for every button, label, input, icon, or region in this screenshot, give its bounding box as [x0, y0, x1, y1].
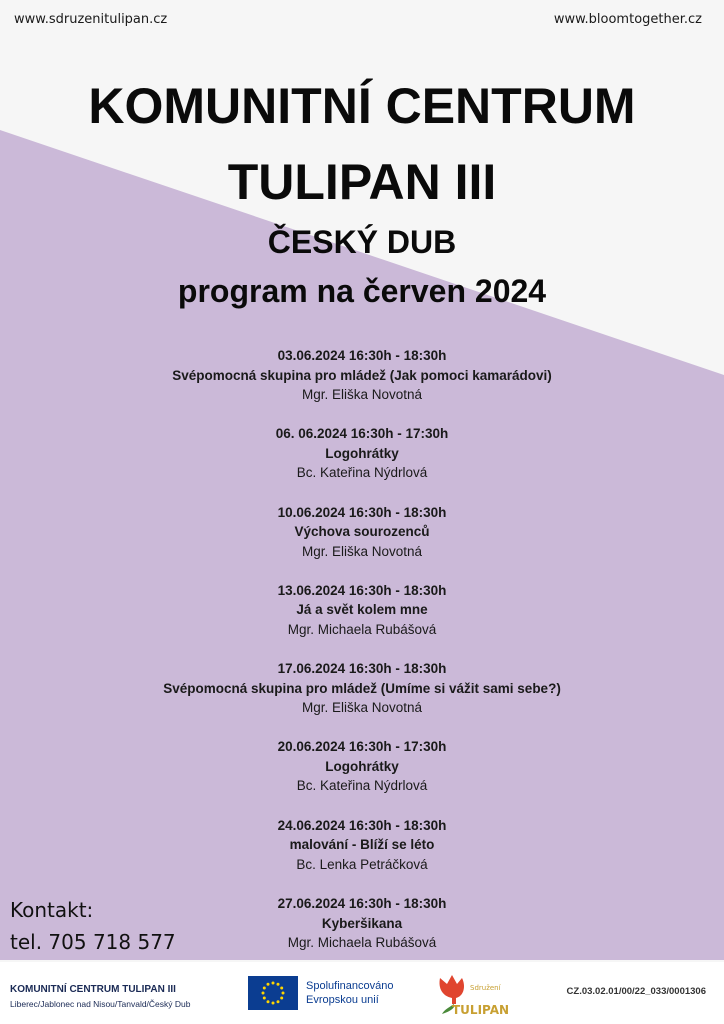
- event-title: Já a svět kolem mne: [296, 602, 428, 618]
- footer-bar: [0, 962, 724, 1024]
- website-url-right[interactable]: www.bloomtogether.cz: [553, 12, 702, 27]
- event-date: 27.06.2024 16:30h - 18:30h: [277, 896, 447, 912]
- eu-cofinanced-text: [306, 979, 393, 1007]
- contact-label: Kontakt:: [10, 898, 94, 922]
- title-line-2: TULIPAN III: [227, 154, 497, 210]
- event-title: Logohrátky: [325, 445, 399, 461]
- event-item: [0, 816, 724, 894]
- event-person: Mgr. Eliška Novotná: [301, 387, 423, 402]
- event-date: 06. 06.2024 16:30h - 17:30h: [275, 426, 449, 442]
- event-person: Bc. Kateřina Nýdrlová: [296, 778, 428, 794]
- event-title: Výchova sourozenců: [294, 524, 430, 540]
- event-title: malování - Blíží se léto: [289, 837, 435, 853]
- event-item: [0, 659, 724, 737]
- footer-center-name: KOMUNITNÍ CENTRUM TULIPAN III: [10, 984, 176, 995]
- event-date: 10.06.2024 16:30h - 18:30h: [277, 504, 447, 520]
- event-item: [0, 424, 724, 502]
- event-person: Mgr. Michaela Rubášová: [287, 935, 437, 951]
- event-item: [0, 581, 724, 659]
- event-title: Svépomocná skupina pro mládež (Umíme si vážit sami sebe?): [163, 680, 561, 696]
- registration-number: CZ.03.02.01/00/22_033/0001306: [566, 986, 706, 997]
- eu-text-line-1: Spolufinancováno: [306, 980, 394, 992]
- website-url-left[interactable]: www.sdruzenitulipan.cz: [14, 12, 168, 27]
- eu-flag-icon: [248, 976, 298, 1010]
- event-person: Mgr. Eliška Novotná: [301, 700, 423, 716]
- footer-places: Liberec/Jablonec nad Nisou/Tanvald/Český Dub: [10, 999, 191, 1009]
- event-date: 03.06.2024 16:30h - 18:30h: [277, 348, 447, 363]
- event-item: [0, 737, 724, 815]
- title-line-1: KOMUNITNÍ CENTRUM: [88, 78, 636, 134]
- event-title: Kyberšikana: [321, 915, 403, 931]
- event-item: [0, 503, 724, 581]
- event-list: [0, 346, 724, 972]
- event-date: 17.06.2024 16:30h - 18:30h: [277, 661, 447, 677]
- event-date: 20.06.2024 16:30h - 17:30h: [277, 739, 447, 755]
- event-title: Svépomocná skupina pro mládež (Jak pomoci kamarádovi): [172, 367, 552, 383]
- eu-text-line-2: Evropskou unií: [306, 994, 379, 1006]
- event-person: Bc. Kateřina Nýdrlová: [296, 465, 428, 481]
- event-title: Logohrátky: [325, 758, 399, 774]
- contact-phone[interactable]: tel. 705 718 577: [10, 930, 176, 954]
- program-subtitle: program na červen 2024: [177, 273, 547, 309]
- logo-small-text: Sdružení: [470, 984, 501, 992]
- logo-big-text: TULIPAN: [452, 1003, 510, 1017]
- event-person: Mgr. Eliška Novotná: [301, 543, 423, 559]
- title-line-3: ČESKÝ DUB: [267, 224, 457, 260]
- event-item: [0, 346, 724, 424]
- event-date: 24.06.2024 16:30h - 18:30h: [277, 817, 447, 833]
- event-date: 13.06.2024 16:30h - 18:30h: [277, 582, 447, 598]
- tulipan-logo-icon: [434, 970, 510, 1020]
- event-person: Bc. Lenka Petráčková: [296, 856, 428, 872]
- event-person: Mgr. Michaela Rubášová: [287, 621, 437, 637]
